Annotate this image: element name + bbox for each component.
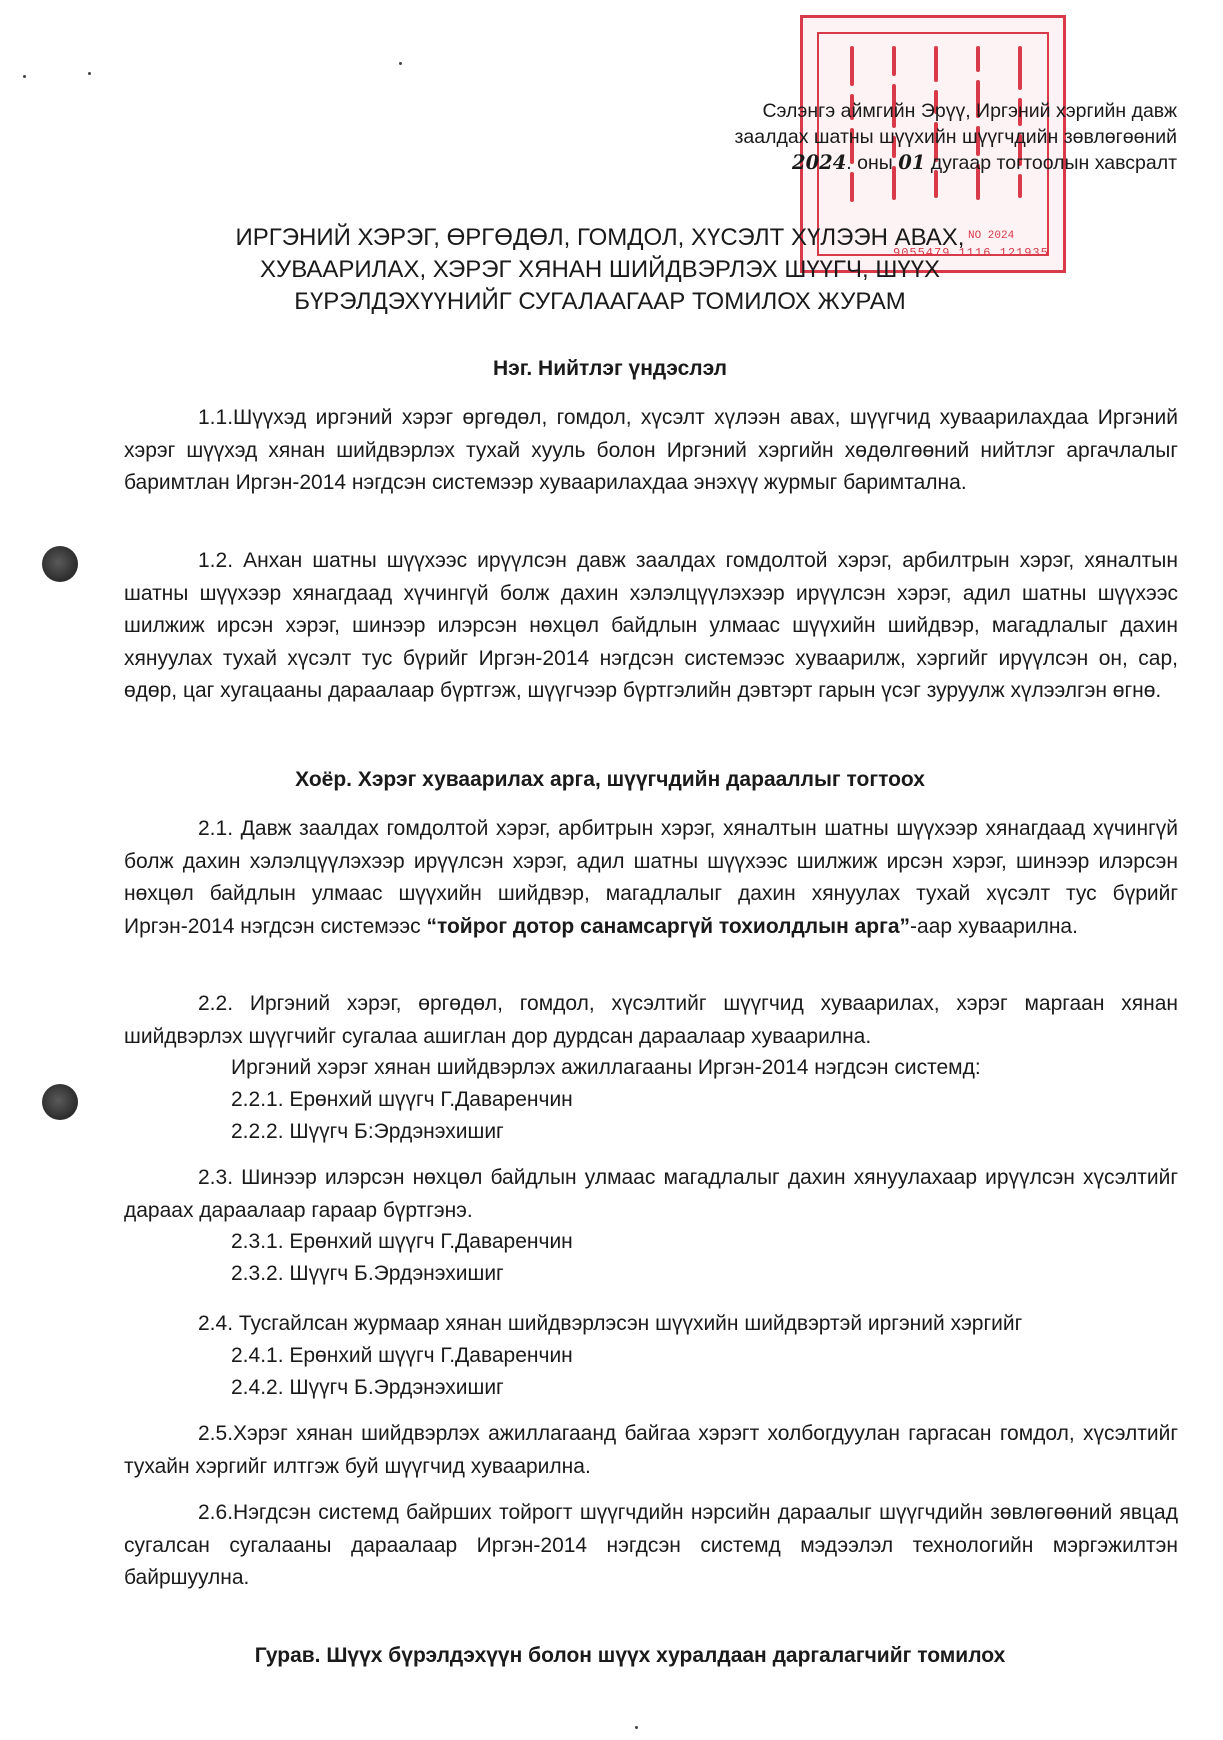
paragraph-2-2: 2.2. Иргэний хэрэг, өргөдөл, гомдол, хүсэлтийг шүүгчид хуваарилах, хэрэг маргаан хянан шийдвэрлэх шүүгчийг сугалаа ашиглан дор дурдсан дараалаар хуваарилна. <box>124 992 1178 1048</box>
scan-speck <box>88 72 91 75</box>
item-2-2-1: 2.2.1. Ерөнхий шүүгч Г.Даваренчин <box>231 1088 573 1111</box>
paragraph-2-4: 2.4. Тусгайлсан журмаар хянан шийдвэрлэсэн шүүхийн шийдвэртэй иргэний хэргийг <box>198 1312 1023 1335</box>
handwritten-number: 01 <box>898 151 926 174</box>
scan-speck <box>23 75 26 78</box>
scan-speck <box>399 62 402 65</box>
stamp-number: 9055479 1116 121935 <box>893 246 1049 260</box>
paragraph-2-1 <box>124 813 1178 943</box>
appendix-line-3-end: дугаар тогтоолын хавсралт <box>925 152 1177 174</box>
item-2-4-2: 2.4.2. Шүүгч Б.Эрдэнэхишиг <box>231 1376 504 1399</box>
paragraph-2-2-intro: Иргэний хэрэг хянан шийдвэрлэх ажиллагааны Иргэн-2014 нэгдсэн системд: <box>231 1056 981 1079</box>
item-2-4-1: 2.4.1. Ерөнхий шүүгч Г.Даваренчин <box>231 1344 573 1367</box>
appendix-line-3-mid: . оны <box>846 152 899 174</box>
stamp-code: NO 2024 <box>968 230 1015 242</box>
paragraph-2-6: 2.6.Нэгдсэн системд байрших тойрогт шүүгчдийн нэрсийн дараалыг шүүгчдийн зөвлөгөөний явцад сугалсан сугалааны дараалаар Иргэн-2014 нэгдсэн системд мэдээлэл технологийн мэргэжилтэн байршуулна. <box>124 1501 1178 1589</box>
title-line-3: БҮРЭЛДЭХҮҮНИЙГ СУГАЛААГААР ТОМИЛОХ ЖУРАМ <box>294 288 906 315</box>
paragraph-2-5: 2.5.Хэрэг хянан шийдвэрлэх ажиллагаанд байгаа хэрэгт холбогдуулан гаргасан гомдол, хүсэлтийг тухайн хэргийг илтгэж буй шүүгчид хуваарилна. <box>124 1422 1178 1478</box>
paragraph-2-3: 2.3. Шинээр илэрсэн нөхцөл байдлын улмаас магадлалыг дахин хянуулахаар ирүүлсэн хүсэлтийг дараах дараалаар гараар бүртгэнэ. <box>124 1166 1178 1222</box>
section-3-heading: Гурав. Шүүх бүрэлдэхүүн болон шүүх хуралдаан даргалагчийг томилох <box>254 1644 1006 1667</box>
document-title <box>120 222 1080 318</box>
handwritten-year: 2024 <box>792 151 847 174</box>
paragraph-2-1-text: 2.1. Давж заалдах гомдолтой хэрэг, арбитрын хэрэг, хяналтын шатны шүүхээр хянагдаад хүчингүй болж дахин хэлэлцүүлэхээр ирүүлсэн хэрэг, адил шатны шүүхээс шилжиж ирсэн хэрэг, шинээр илэрсэн нөхцөл байдлын улмаас шүүхийн шийдвэр, магадлалыг дахин хянуулах тухай хүсэлт тус бүрийг Иргэн-2014 нэгдсэн системээс <box>124 817 1178 938</box>
item-2-3-2: 2.3.2. Шүүгч Б.Эрдэнэхишиг <box>231 1262 504 1285</box>
section-1-heading: Нэг. Нийтлэг үндэслэл <box>492 357 728 380</box>
paragraph-2-1-end: -аар хуваарилна. <box>910 914 1078 938</box>
item-2-3-1: 2.3.1. Ерөнхий шүүгч Г.Даваренчин <box>231 1230 573 1253</box>
title-line-1: ИРГЭНИЙ ХЭРЭГ, ӨРГӨДӨЛ, ГОМДОЛ, ХҮСЭЛТ ХҮЛЭЭН АВАХ, <box>235 224 965 251</box>
punch-hole-bottom <box>42 1084 78 1120</box>
appendix-note <box>734 98 1177 176</box>
appendix-line-2: заалдах шатны шүүхийн шүүгчдийн зөвлөгөөний <box>734 126 1177 148</box>
punch-hole-top <box>42 546 78 582</box>
item-2-2-2: 2.2.2. Шүүгч Б:Эрдэнэхишиг <box>231 1120 504 1143</box>
appendix-line-3 <box>734 150 1177 176</box>
paragraph-1-1: 1.1.Шүүхэд иргэний хэрэг өргөдөл, гомдол, хүсэлт хүлээн авах, шүүгчид хуваарилахдаа Иргэний хэрэг шүүхэд хянан шийдвэрлэх тухай хууль болон Иргэний хэргийн хөдөлгөөний нийтлэг аргачлалыг баримтлан Иргэн-2014 нэгдсэн системээр хуваарилахдаа энэхүү журмыг баримтална. <box>124 406 1178 494</box>
appendix-line-1: Сэлэнгэ аймгийн Эрүү, Иргэний хэргийн давж <box>762 100 1177 122</box>
title-line-2: ХУВААРИЛАХ, ХЭРЭГ ХЯНАН ШИЙДВЭРЛЭХ ШҮҮГЧ, ШҮҮХ <box>259 256 941 283</box>
section-2-heading: Хоёр. Хэрэг хуваарилах арга, шүүгчдийн дарааллыг тогтоох <box>295 768 925 791</box>
paragraph-2-1-bold: “тойрог дотор санамсаргүй тохиолдлын арга” <box>426 914 911 938</box>
scan-speck <box>635 1726 638 1729</box>
paragraph-1-2: 1.2. Анхан шатны шүүхээс ирүүлсэн давж заалдах гомдолтой хэрэг, арбилтрын хэрэг, хяналтын шатны шүүхээр хянагдаад хүчингүй болж дахин хэлэлцүүлэхээр ирүүлсэн хэрэг, адил шатны шүүхээс шилжиж ирсэн хэрэг, шинээр илэрсэн нөхцөл байдлын улмаас шүүхийн шийдвэр, магадлалыг дахин хянуулах тухай хүсэлт тус бүрийг Иргэн-2014 нэгдсэн системээс хуваарилж, хэргийг ирүүлсэн он, сар, өдөр, цаг хугацааны дараалаар бүртгэж, шүүгчээр бүртгэлийн дэвтэрт гарын үсэг зуруулж хүлээлгэн өгнө. <box>124 549 1178 702</box>
